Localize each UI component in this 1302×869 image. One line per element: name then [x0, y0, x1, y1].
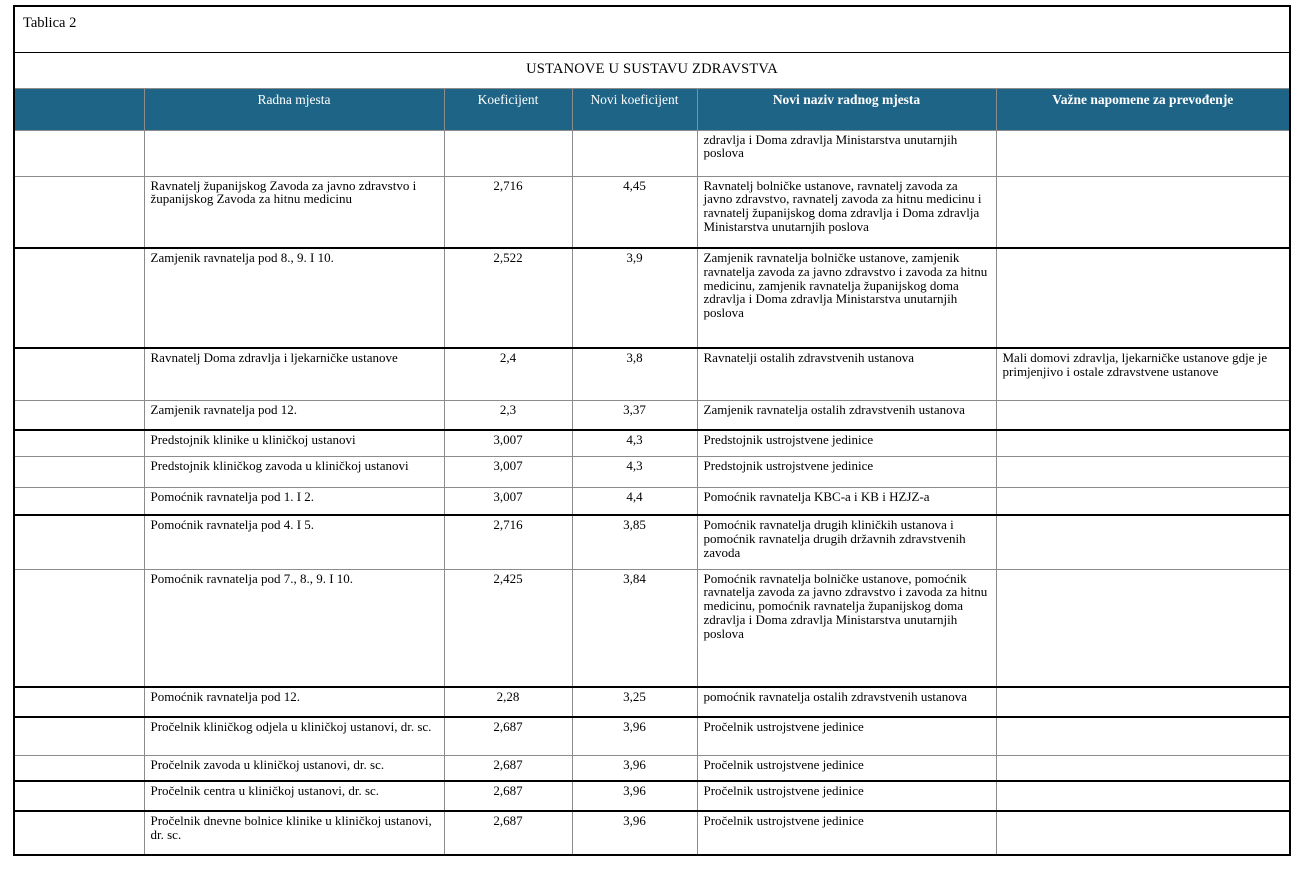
cell-napomene: [996, 430, 1290, 456]
cell-novi-naziv: Zamjenik ravnatelja ostalih zdravstvenih ustanova: [697, 400, 996, 430]
cell-radna-mjesta: Pomoćnik ravnatelja pod 1. I 2.: [144, 487, 444, 515]
cell-blank: [14, 130, 144, 176]
cell-novi-koeficijent: 3,9: [572, 248, 697, 348]
cell-koeficijent: 3,007: [444, 430, 572, 456]
cell-napomene: [996, 717, 1290, 755]
cell-napomene: [996, 487, 1290, 515]
cell-napomene: [996, 456, 1290, 487]
cell-napomene: [996, 755, 1290, 781]
table-row: [14, 515, 1290, 569]
column-header-napomene: Važne napomene za prevođenje: [996, 88, 1290, 130]
cell-novi-naziv: Pomoćnik ravnatelja KBC-a i KB i HZJZ-a: [697, 487, 996, 515]
cell-novi-naziv: Ravnatelj bolničke ustanove, ravnatelj zavoda za javno zdravstvo, ravnatelj zavoda za hitnu medicinu i ravnatelj županijskog doma zdravlja i Doma zdravlja Ministarstva unutarnjih poslova: [697, 176, 996, 248]
cell-radna-mjesta: Ravnatelj županijskog Zavoda za javno zdravstvo i županijskog Zavoda za hitnu medicinu: [144, 176, 444, 248]
cell-napomene: [996, 400, 1290, 430]
cell-napomene: [996, 781, 1290, 811]
cell-koeficijent: 2,522: [444, 248, 572, 348]
cell-novi-koeficijent: 4,3: [572, 456, 697, 487]
cell-novi-naziv: Pročelnik ustrojstvene jedinice: [697, 811, 996, 855]
cell-novi-koeficijent: 3,96: [572, 811, 697, 855]
cell-blank: [14, 400, 144, 430]
cell-koeficijent: 2,687: [444, 717, 572, 755]
cell-radna-mjesta: Pročelnik centra u kliničkoj ustanovi, dr. sc.: [144, 781, 444, 811]
table-row: [14, 248, 1290, 348]
cell-napomene: [996, 515, 1290, 569]
cell-radna-mjesta: Zamjenik ravnatelja pod 8., 9. I 10.: [144, 248, 444, 348]
cell-novi-koeficijent: 3,96: [572, 717, 697, 755]
cell-novi-naziv: Pomoćnik ravnatelja bolničke ustanove, pomoćnik ravnatelja zavoda za javno zdravstvo i zavoda za hitnu medicinu, pomoćnik ravnatelja županijskog doma zdravlja i Doma zdravlja Ministarstva unutarnjih poslova: [697, 569, 996, 687]
cell-napomene: [996, 176, 1290, 248]
table-row: [14, 755, 1290, 781]
cell-koeficijent: 3,007: [444, 487, 572, 515]
table-row: [14, 687, 1290, 717]
cell-koeficijent: 3,007: [444, 456, 572, 487]
cell-novi-koeficijent: 3,85: [572, 515, 697, 569]
table-row: [14, 456, 1290, 487]
table-label: Tablica 2: [14, 6, 1290, 52]
table-row: [14, 811, 1290, 855]
cell-radna-mjesta: Pomoćnik ravnatelja pod 12.: [144, 687, 444, 717]
table-label-row: [14, 6, 1290, 52]
cell-blank: [14, 781, 144, 811]
cell-novi-koeficijent: 3,84: [572, 569, 697, 687]
cell-blank: [14, 755, 144, 781]
cell-novi-naziv: Pomoćnik ravnatelja drugih kliničkih ustanova i pomoćnik ravnatelja drugih državnih zdravstvenih zavoda: [697, 515, 996, 569]
cell-radna-mjesta: Ravnatelj Doma zdravlja i ljekarničke ustanove: [144, 348, 444, 400]
cell-napomene: Mali domovi zdravlja, ljekarničke ustanove gdje je primjenjivo i ostale zdravstvene ustanove: [996, 348, 1290, 400]
cell-novi-naziv: Pročelnik ustrojstvene jedinice: [697, 781, 996, 811]
cell-radna-mjesta: Pomoćnik ravnatelja pod 7., 8., 9. I 10.: [144, 569, 444, 687]
table-title-row: [14, 52, 1290, 88]
cell-novi-koeficijent: 3,96: [572, 781, 697, 811]
cell-blank: [14, 248, 144, 348]
cell-novi-koeficijent: 4,45: [572, 176, 697, 248]
cell-koeficijent: 2,4: [444, 348, 572, 400]
cell-koeficijent: 2,687: [444, 811, 572, 855]
cell-blank: [14, 717, 144, 755]
cell-novi-naziv: Pročelnik ustrojstvene jedinice: [697, 755, 996, 781]
cell-napomene: [996, 811, 1290, 855]
table-row: [14, 569, 1290, 687]
cell-radna-mjesta: Predstojnik klinike u kliničkoj ustanovi: [144, 430, 444, 456]
cell-blank: [14, 487, 144, 515]
cell-novi-naziv: Predstojnik ustrojstvene jedinice: [697, 430, 996, 456]
cell-novi-naziv: Ravnatelji ostalih zdravstvenih ustanova: [697, 348, 996, 400]
cell-koeficijent: 2,687: [444, 755, 572, 781]
table-row: [14, 487, 1290, 515]
column-header-blank: [14, 88, 144, 130]
cell-radna-mjesta: Zamjenik ravnatelja pod 12.: [144, 400, 444, 430]
table-header-row: [14, 88, 1290, 130]
column-header-novi-koeficijent: Novi koeficijent: [572, 88, 697, 130]
table-row: [14, 176, 1290, 248]
cell-napomene: [996, 687, 1290, 717]
cell-koeficijent: 2,716: [444, 515, 572, 569]
cell-radna-mjesta: Pročelnik dnevne bolnice klinike u kliničkoj ustanovi, dr. sc.: [144, 811, 444, 855]
cell-napomene: [996, 248, 1290, 348]
cell-novi-naziv: Pročelnik ustrojstvene jedinice: [697, 717, 996, 755]
table-head: [14, 6, 1290, 130]
cell-koeficijent: 2,3: [444, 400, 572, 430]
cell-radna-mjesta: Pročelnik kliničkog odjela u kliničkoj ustanovi, dr. sc.: [144, 717, 444, 755]
cell-novi-koeficijent: 3,8: [572, 348, 697, 400]
cell-novi-naziv: zdravlja i Doma zdravlja Ministarstva unutarnjih poslova: [697, 130, 996, 176]
cell-novi-koeficijent: [572, 130, 697, 176]
cell-koeficijent: [444, 130, 572, 176]
column-header-novi-naziv: Novi naziv radnog mjesta: [697, 88, 996, 130]
cell-radna-mjesta: Predstojnik kliničkog zavoda u kliničkoj ustanovi: [144, 456, 444, 487]
table-row: [14, 400, 1290, 430]
table-row: [14, 430, 1290, 456]
cell-radna-mjesta: [144, 130, 444, 176]
cell-novi-naziv: Predstojnik ustrojstvene jedinice: [697, 456, 996, 487]
cell-blank: [14, 687, 144, 717]
zdravstvo-table: [13, 5, 1291, 856]
cell-novi-koeficijent: 3,25: [572, 687, 697, 717]
cell-novi-naziv: pomoćnik ravnatelja ostalih zdravstvenih ustanova: [697, 687, 996, 717]
cell-radna-mjesta: Pročelnik zavoda u kliničkoj ustanovi, dr. sc.: [144, 755, 444, 781]
table-body: [14, 130, 1290, 855]
cell-blank: [14, 569, 144, 687]
cell-koeficijent: 2,425: [444, 569, 572, 687]
cell-novi-koeficijent: 3,96: [572, 755, 697, 781]
cell-koeficijent: 2,28: [444, 687, 572, 717]
cell-blank: [14, 176, 144, 248]
cell-blank: [14, 811, 144, 855]
cell-radna-mjesta: Pomoćnik ravnatelja pod 4. I 5.: [144, 515, 444, 569]
cell-novi-koeficijent: 3,37: [572, 400, 697, 430]
table-row: [14, 781, 1290, 811]
cell-novi-koeficijent: 4,4: [572, 487, 697, 515]
cell-napomene: [996, 569, 1290, 687]
cell-novi-naziv: Zamjenik ravnatelja bolničke ustanove, zamjenik ravnatelja zavoda za javno zdravstvo i zavoda za hitnu medicinu, zamjenik ravnatelja županijskog doma zdravlja i Doma zdravlja Ministarstva unutarnjih poslova: [697, 248, 996, 348]
table-row: [14, 717, 1290, 755]
cell-blank: [14, 348, 144, 400]
cell-blank: [14, 430, 144, 456]
cell-napomene: [996, 130, 1290, 176]
table-row: [14, 348, 1290, 400]
column-header-radna-mjesta: Radna mjesta: [144, 88, 444, 130]
cell-novi-koeficijent: 4,3: [572, 430, 697, 456]
column-header-koeficijent: Koeficijent: [444, 88, 572, 130]
cell-koeficijent: 2,687: [444, 781, 572, 811]
cell-koeficijent: 2,716: [444, 176, 572, 248]
cell-blank: [14, 456, 144, 487]
table-row: [14, 130, 1290, 176]
cell-blank: [14, 515, 144, 569]
table-title: USTANOVE U SUSTAVU ZDRAVSTVA: [14, 52, 1290, 88]
